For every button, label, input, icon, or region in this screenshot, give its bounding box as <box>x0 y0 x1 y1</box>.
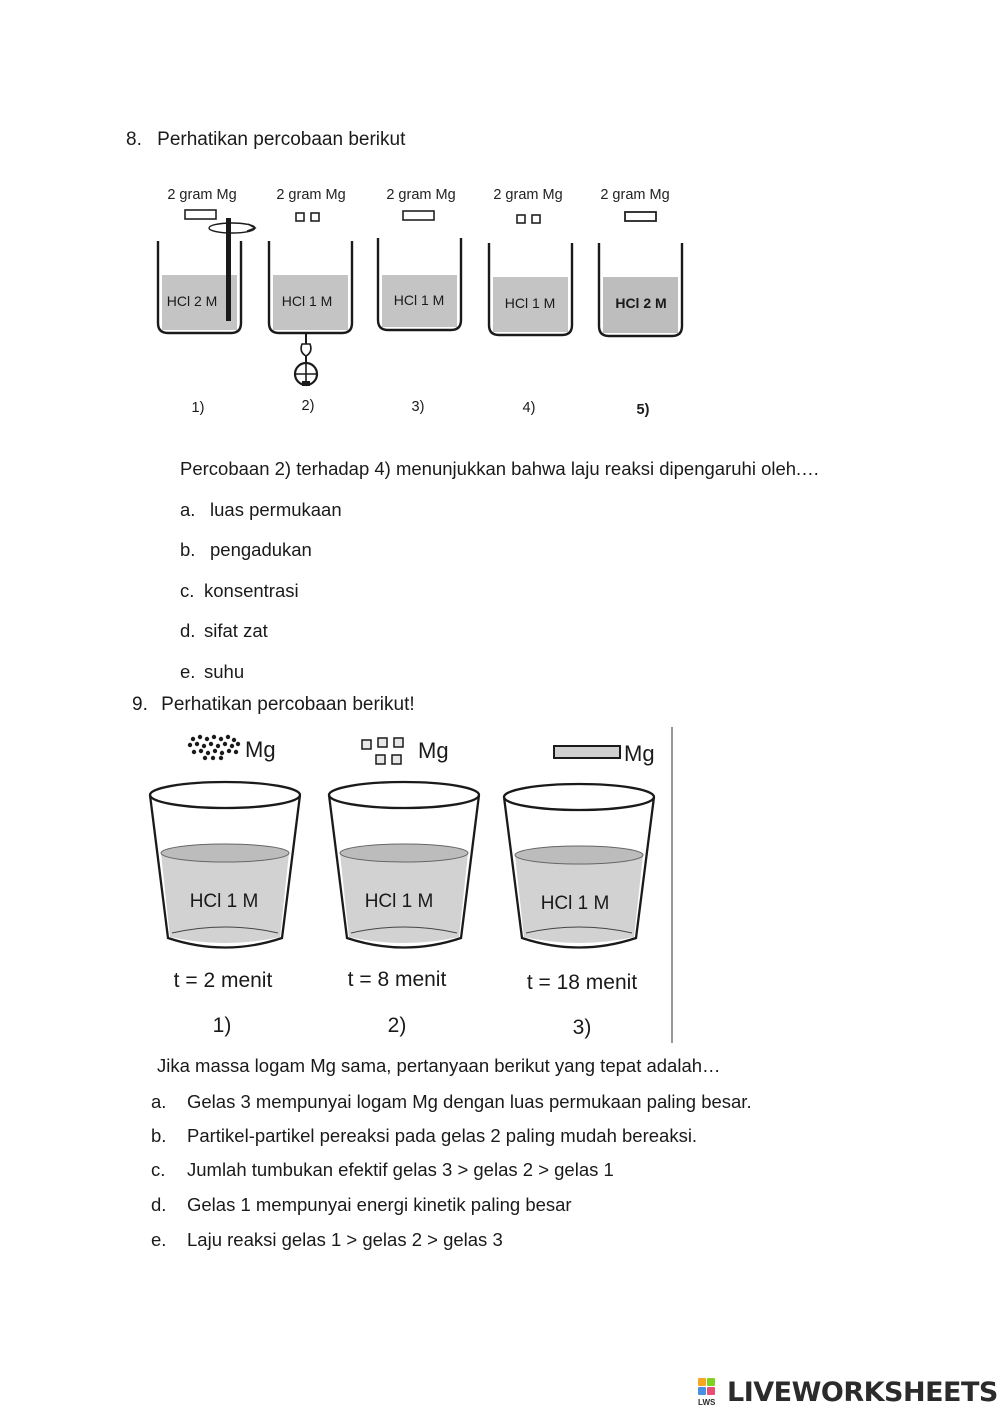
option-text: Gelas 3 mempunyai logam Mg dengan luas permukaan paling besar. <box>187 1091 752 1112</box>
q9-glass-3-mg-label: Mg <box>624 741 655 766</box>
q9-glass-1-time: t = 2 menit <box>173 969 273 992</box>
option-letter: a. <box>180 499 196 520</box>
q9-glass-3-time: t = 18 menit <box>526 971 638 994</box>
q8-beaker-2-num: 2) <box>301 398 315 414</box>
mg-bar <box>403 211 434 220</box>
q9-option-b[interactable] <box>151 1125 697 1147</box>
footer-brand-text: LIVEWORKSHEETS <box>727 1376 998 1408</box>
q9-option-c[interactable] <box>151 1159 614 1181</box>
q9-title: Perhatikan percobaan berikut! <box>161 694 415 715</box>
q9-figure <box>140 725 680 1045</box>
option-letter: e. <box>180 661 196 682</box>
q8-beaker-4-solution: HCl 1 M <box>504 295 556 311</box>
q9-stem: Jika massa logam Mg sama, pertanyaan berikut yang tepat adalah… <box>157 1055 721 1076</box>
q9-glass-2-num: 2) <box>387 1014 407 1037</box>
q9-glass-3 <box>504 741 655 1039</box>
option-text: pengadukan <box>210 539 312 560</box>
glass-rim <box>329 782 479 808</box>
q8-number: 8. <box>126 129 142 150</box>
option-letter: e. <box>151 1229 167 1250</box>
q8-beaker-1-num: 1) <box>191 400 205 416</box>
q8-beaker-5-num: 5) <box>636 402 650 418</box>
logo-letters: LWS <box>698 1398 716 1407</box>
q8-beaker-3-label: 2 gram Mg <box>386 187 456 203</box>
q9-glass-2-solution: HCl 1 M <box>364 891 434 912</box>
q8-beaker-5-label: 2 gram Mg <box>600 187 670 203</box>
q8-beaker-4-num: 4) <box>522 400 536 416</box>
option-text: suhu <box>204 661 245 682</box>
q9-glass-1-mg-label: Mg <box>245 737 276 762</box>
q8-beaker-5 <box>599 187 682 418</box>
option-text: Partikel-partikel pereaksi pada gelas 2 paling mudah bereaksi. <box>187 1125 698 1146</box>
q8-beaker-1-solution: HCl 2 M <box>166 293 218 309</box>
q9-glass-2 <box>329 738 479 1037</box>
option-text: konsentrasi <box>204 580 299 601</box>
q9-option-d[interactable] <box>151 1194 572 1216</box>
q8-option-b[interactable] <box>180 539 312 561</box>
q9-glass-3-solution: HCl 1 M <box>540 893 610 914</box>
option-letter: b. <box>151 1125 167 1146</box>
q9-glass-2-mg-label: Mg <box>418 738 449 763</box>
option-text: Laju reaksi gelas 1 > gelas 2 > gelas 3 <box>187 1229 503 1250</box>
option-letter: b. <box>180 539 196 560</box>
q9-glass-1-num: 1) <box>212 1014 232 1037</box>
mg-strip-icon <box>554 746 620 758</box>
q8-option-a[interactable] <box>180 499 342 521</box>
q8-header <box>126 129 405 151</box>
glass-rim <box>504 784 654 810</box>
option-letter: c. <box>180 580 195 601</box>
footer-brand[interactable] <box>697 1376 998 1408</box>
option-letter: d. <box>151 1194 167 1215</box>
q8-beaker-4 <box>489 187 572 416</box>
burner-icon <box>295 334 317 386</box>
q8-beaker-3 <box>378 187 461 415</box>
liquid-surface <box>340 844 468 862</box>
q9-header <box>132 694 415 716</box>
q8-beaker-3-solution: HCl 1 M <box>393 292 445 308</box>
q8-figure <box>140 178 700 438</box>
option-letter: a. <box>151 1091 167 1112</box>
option-text: Jumlah tumbukan efektif gelas 3 > gelas 2 > gelas 1 <box>187 1159 614 1180</box>
mg-bar <box>185 210 216 219</box>
mg-bar <box>625 212 656 221</box>
q8-beaker-1-label: 2 gram Mg <box>167 187 237 203</box>
option-text: sifat zat <box>204 620 268 641</box>
q8-beaker-3-num: 3) <box>411 399 425 415</box>
q9-option-a[interactable] <box>151 1091 752 1113</box>
q9-glass-3-num: 3) <box>572 1016 592 1039</box>
option-text: luas permukaan <box>210 499 342 520</box>
option-letter: c. <box>151 1159 166 1180</box>
q8-beaker-1 <box>158 187 255 416</box>
liquid-surface <box>515 846 643 864</box>
q8-beaker-2-solution: HCl 1 M <box>281 293 333 309</box>
option-text: Gelas 1 mempunyai energi kinetik paling besar <box>187 1194 572 1215</box>
q8-beaker-5-solution: HCl 2 M <box>615 295 667 311</box>
liveworksheets-logo-icon <box>697 1376 725 1408</box>
mg-square <box>532 215 540 223</box>
q9-glass-2-time: t = 8 menit <box>347 968 447 991</box>
q8-beaker-2-label: 2 gram Mg <box>276 187 346 203</box>
mg-powder-icon <box>188 735 240 760</box>
q9-glass-1-solution: HCl 1 M <box>189 891 259 912</box>
mg-granules-icon <box>362 738 403 764</box>
option-letter: d. <box>180 620 196 641</box>
q8-beaker-4-label: 2 gram Mg <box>493 187 563 203</box>
q9-number: 9. <box>132 694 148 715</box>
q9-glass-1 <box>150 735 300 1037</box>
q9-option-e[interactable] <box>151 1229 503 1251</box>
q8-beaker-2 <box>269 187 352 414</box>
liquid-surface <box>161 844 289 862</box>
mg-square <box>296 213 304 221</box>
q8-option-c[interactable] <box>180 580 299 602</box>
q8-title: Perhatikan percobaan berikut <box>157 129 406 150</box>
mg-square <box>517 215 525 223</box>
q8-option-e[interactable] <box>180 661 244 683</box>
q8-stem: Percobaan 2) terhadap 4) menunjukkan bahwa laju reaksi dipengaruhi oleh.… <box>180 458 820 479</box>
glass-rim <box>150 782 300 808</box>
q8-option-d[interactable] <box>180 620 268 642</box>
mg-square <box>311 213 319 221</box>
